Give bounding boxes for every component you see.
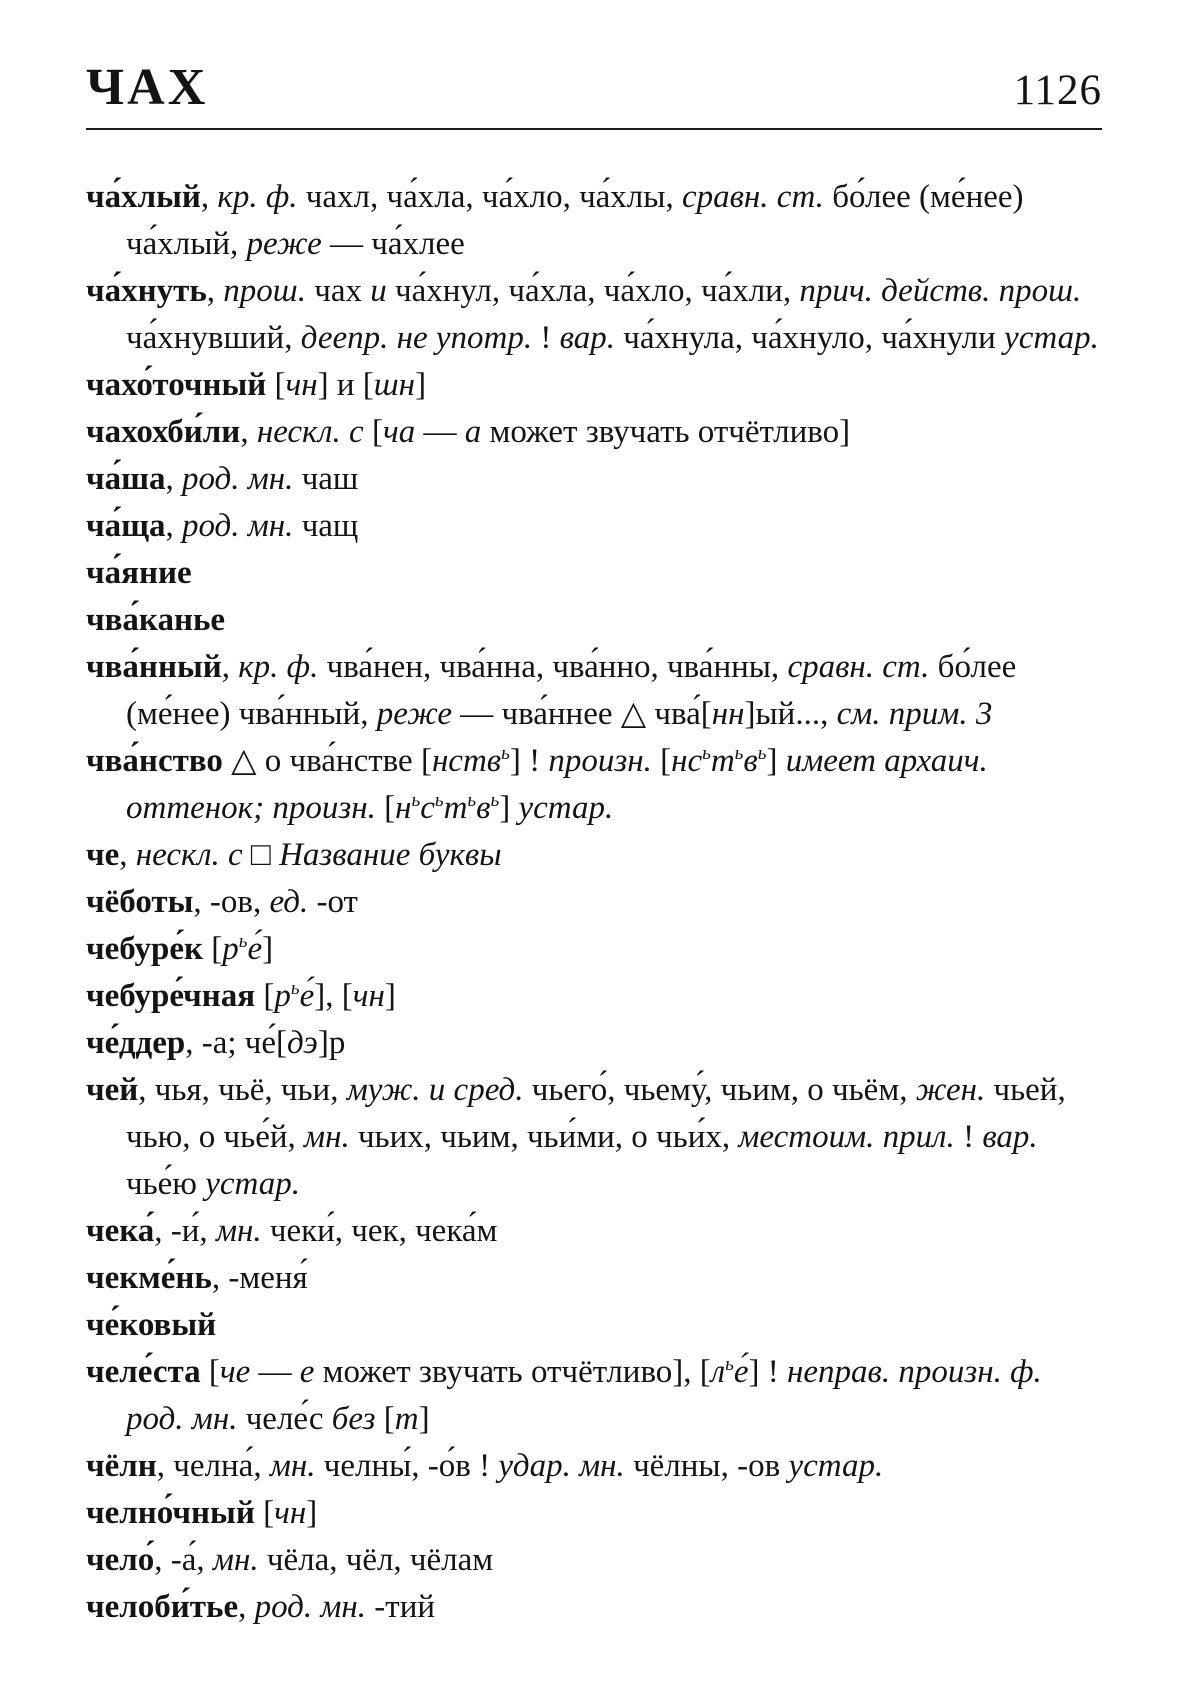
entry-text: без bbox=[331, 1401, 376, 1437]
entry-text: р bbox=[222, 931, 239, 967]
entry-text: ча́хнул, ча́хла, ча́хло, ча́хли, bbox=[386, 273, 800, 309]
entry-text: чн bbox=[274, 1495, 307, 1531]
dictionary-entry bbox=[86, 409, 1102, 456]
entry-text: , bbox=[240, 414, 257, 450]
entry-text: нескл. с bbox=[256, 414, 364, 450]
entry-text: бо́лее (ме́нее) ча́хлый, bbox=[126, 179, 1024, 262]
entry-text: т bbox=[443, 790, 468, 826]
headword: че bbox=[86, 837, 120, 873]
dictionary-entry bbox=[86, 879, 1102, 926]
dictionary-entry bbox=[86, 503, 1102, 550]
entry-text: устар. bbox=[518, 790, 614, 826]
dictionary-entry bbox=[86, 597, 1102, 644]
entry-text: ] bbox=[418, 1401, 430, 1437]
headword: ча́ша bbox=[86, 461, 166, 497]
entry-text: прич. действ. прош. bbox=[799, 273, 1082, 309]
headword: чва́нный bbox=[86, 649, 222, 685]
entry-text: челе́с bbox=[237, 1401, 332, 1437]
dictionary-entry bbox=[86, 832, 1102, 879]
entry-text: , челна́, bbox=[156, 1448, 270, 1484]
entry-text: [ bbox=[375, 790, 396, 826]
entry-text: — ча́хлее bbox=[321, 226, 465, 262]
entry-text: вар. bbox=[559, 320, 615, 356]
headword: чебуре́чная bbox=[86, 978, 256, 1014]
headword: чека́ bbox=[86, 1213, 155, 1249]
entry-text: л bbox=[710, 1354, 726, 1390]
dictionary-entry bbox=[86, 973, 1102, 1020]
entry-text: мн. bbox=[269, 1448, 316, 1484]
dictionary-entry bbox=[86, 1020, 1102, 1067]
headword: чебуре́к bbox=[86, 931, 204, 967]
entry-text: , bbox=[206, 273, 224, 309]
entry-text: жен. bbox=[915, 1072, 986, 1108]
entry-text: е́ bbox=[733, 1354, 749, 1390]
entry-text: шн bbox=[373, 367, 416, 403]
entry-text: ] bbox=[384, 978, 396, 1014]
entry-text: ] bbox=[262, 931, 274, 967]
entry-text: ! bbox=[532, 320, 560, 356]
guide-word: ЧАХ bbox=[86, 59, 209, 116]
entry-text: , -меня́ bbox=[211, 1260, 308, 1296]
entry-text: ], [ bbox=[314, 978, 353, 1014]
entry-text: □ bbox=[242, 837, 280, 873]
entry-text: см. прим. 3 bbox=[836, 696, 993, 732]
entry-text: нс bbox=[671, 743, 703, 779]
dictionary-entry bbox=[86, 456, 1102, 503]
entry-text: , -ов, bbox=[193, 884, 270, 920]
entry-text: чащ bbox=[293, 508, 359, 544]
entry-text: а bbox=[464, 414, 482, 450]
dictionary-entry bbox=[86, 174, 1102, 268]
dictionary-entry bbox=[86, 1443, 1102, 1490]
entry-text: произн. bbox=[548, 743, 652, 779]
entry-text: мн. bbox=[215, 1213, 262, 1249]
dictionary-entry bbox=[86, 644, 1102, 738]
headword: чёлн bbox=[86, 1448, 157, 1484]
page-number: 1126 bbox=[1013, 67, 1102, 114]
entry-text: [ bbox=[254, 1495, 275, 1531]
header-rule bbox=[86, 128, 1102, 130]
entry-text: деепр. не употр. bbox=[300, 320, 533, 356]
entry-text: в bbox=[476, 790, 491, 826]
entry-text: и bbox=[370, 273, 387, 309]
entry-text: ь bbox=[434, 790, 444, 811]
entry-text: мн. bbox=[304, 1119, 350, 1155]
headword: чахохби́ли bbox=[86, 414, 241, 450]
entry-text: [ bbox=[651, 743, 672, 779]
entry-text: [ bbox=[266, 367, 286, 403]
entry-text: , чья, чьё, чьи, bbox=[138, 1072, 347, 1108]
entry-text: вар. bbox=[982, 1119, 1038, 1155]
entry-text: — bbox=[415, 414, 465, 450]
entry-text: чн bbox=[285, 367, 318, 403]
dictionary-entry bbox=[86, 362, 1102, 409]
entry-text: бо́лее (ме́нее) чва́нный, bbox=[126, 649, 1017, 732]
headword: ча́хлый bbox=[86, 179, 201, 215]
dictionary-entry bbox=[86, 738, 1102, 832]
dictionary-entry bbox=[86, 1255, 1102, 1302]
entry-text: ча bbox=[382, 414, 416, 450]
entry-text: устар. bbox=[1004, 320, 1099, 356]
entry-text: е́ bbox=[247, 931, 263, 967]
entry-text: кр. ф. bbox=[217, 179, 298, 215]
entry-text: реже bbox=[376, 696, 452, 732]
entry-text: ] bbox=[415, 367, 427, 403]
entry-text: , bbox=[200, 179, 218, 215]
entry-text: нн bbox=[711, 696, 745, 732]
headword: че́ковый bbox=[86, 1307, 217, 1343]
entry-text: , bbox=[221, 649, 239, 685]
entry-text: ] bbox=[306, 1495, 318, 1531]
headword: чекме́нь bbox=[86, 1260, 212, 1296]
entry-text: т bbox=[710, 743, 735, 779]
entry-text: -тий bbox=[366, 1589, 436, 1625]
entry-text: е́ bbox=[299, 978, 315, 1014]
entry-text: род. мн. bbox=[181, 508, 294, 544]
entry-text: ] bbox=[766, 743, 786, 779]
entry-text: ча́хнувший, bbox=[126, 320, 301, 356]
entry-text: чье́ю bbox=[126, 1166, 206, 1202]
entry-text: неправ. произн. ф. род. мн. bbox=[126, 1354, 1042, 1437]
headword: ча́яние bbox=[86, 555, 192, 591]
headword: чва́канье bbox=[86, 602, 226, 638]
entry-text: может звучать отчётливо], [ bbox=[314, 1354, 711, 1390]
dictionary-entry bbox=[86, 268, 1102, 362]
entry-text: дэ bbox=[287, 1025, 318, 1061]
entry-text: Название буквы bbox=[279, 837, 502, 873]
entry-text: сравн. ст. bbox=[681, 179, 824, 215]
entry-text: ь bbox=[501, 743, 510, 764]
headword: ча́ща bbox=[86, 508, 166, 544]
entry-text: мн. bbox=[212, 1542, 259, 1578]
entry-text: , bbox=[165, 461, 182, 497]
entry-text: р bbox=[274, 978, 291, 1014]
entry-text: нств bbox=[431, 743, 502, 779]
dictionary-entry bbox=[86, 1067, 1102, 1208]
entry-text: ь bbox=[725, 1354, 734, 1375]
entry-text: сравн. ст. bbox=[787, 649, 930, 685]
entry-text: ь bbox=[702, 743, 711, 764]
entry-text: род. мн. bbox=[181, 461, 294, 497]
entry-text: , bbox=[165, 508, 182, 544]
headword: чело́ bbox=[86, 1542, 155, 1578]
entry-text: чёлны, -ов bbox=[624, 1448, 789, 1484]
dictionary-entry bbox=[86, 1208, 1102, 1255]
entry-text: , -и́, bbox=[154, 1213, 216, 1249]
headword: ча́хнуть bbox=[86, 273, 207, 309]
entry-text: чах bbox=[305, 273, 371, 309]
entry-text: устар. bbox=[205, 1166, 300, 1202]
entry-text: удар. мн. bbox=[498, 1448, 625, 1484]
dictionary-entries bbox=[86, 174, 1102, 1631]
entry-text: челны́, -о́в ! bbox=[315, 1448, 499, 1484]
entry-text: ча́хнула, ча́хнуло, ча́хнули bbox=[614, 320, 1005, 356]
entry-text: ] и [ bbox=[317, 367, 374, 403]
entry-text: , -а; че́[ bbox=[185, 1025, 288, 1061]
entry-text: -от bbox=[308, 884, 358, 920]
entry-text: ]р bbox=[317, 1025, 346, 1061]
entry-text: чёла, чёл, чёлам bbox=[258, 1542, 494, 1578]
entry-text: чн bbox=[352, 978, 385, 1014]
entry-text: — чва́ннее △ чва́[ bbox=[452, 696, 712, 732]
entry-text: кр. ф. bbox=[238, 649, 319, 685]
entry-text: — bbox=[250, 1354, 300, 1390]
entry-text: чаш bbox=[293, 461, 359, 497]
dictionary-entry bbox=[86, 550, 1102, 597]
entry-text: муж. и сред. bbox=[346, 1072, 524, 1108]
entry-text: чьих, чьим, чьи́ми, о чьи́х, bbox=[349, 1119, 739, 1155]
page-header bbox=[86, 59, 1102, 116]
entry-text: имеет архаич. оттенок; произн. bbox=[126, 743, 988, 826]
entry-text: н bbox=[395, 790, 412, 826]
entry-text: [ bbox=[255, 978, 275, 1014]
dictionary-entry bbox=[86, 926, 1102, 973]
entry-text: е bbox=[299, 1354, 315, 1390]
headword: чей bbox=[86, 1072, 139, 1108]
entry-text: нескл. с bbox=[135, 837, 243, 873]
entry-text: ь bbox=[757, 743, 767, 764]
entry-text: чахл, ча́хла, ча́хло, ча́хлы, bbox=[297, 179, 682, 215]
entry-text: ь bbox=[467, 790, 477, 811]
entry-text: [ bbox=[363, 414, 383, 450]
entry-text: ь bbox=[490, 790, 500, 811]
entry-text: [ bbox=[200, 1354, 220, 1390]
entry-text: прош. bbox=[223, 273, 306, 309]
entry-text: [ bbox=[375, 1401, 395, 1437]
dictionary-entry bbox=[86, 1302, 1102, 1349]
entry-text: ед. bbox=[269, 884, 309, 920]
entry-text: род. мн. bbox=[254, 1589, 367, 1625]
entry-text: ь bbox=[411, 790, 421, 811]
entry-text: с bbox=[420, 790, 435, 826]
headword: чахо́точный bbox=[86, 367, 267, 403]
dictionary-entry bbox=[86, 1584, 1102, 1631]
dictionary-entry bbox=[86, 1490, 1102, 1537]
entry-text: , bbox=[119, 837, 136, 873]
entry-text: ] ! bbox=[748, 1354, 788, 1390]
entry-text: , -а́, bbox=[154, 1542, 213, 1578]
entry-text: , bbox=[238, 1589, 255, 1625]
entry-text: т bbox=[394, 1401, 419, 1437]
entry-text: местоим. прил. bbox=[738, 1119, 955, 1155]
entry-text: чва́нен, чва́нна, чва́нно, чва́нны, bbox=[318, 649, 788, 685]
entry-text: чьего́, чьему́, чьим, о чьём, bbox=[523, 1072, 916, 1108]
headword: челоби́тье bbox=[86, 1589, 239, 1625]
entry-text: ] ! bbox=[509, 743, 549, 779]
headword: челно́чный bbox=[86, 1495, 255, 1531]
headword: челе́ста bbox=[86, 1354, 201, 1390]
dictionary-entry bbox=[86, 1349, 1102, 1443]
entry-text: устар. bbox=[788, 1448, 884, 1484]
entry-text: в bbox=[743, 743, 758, 779]
entry-text: че bbox=[219, 1354, 251, 1390]
dictionary-entry bbox=[86, 1537, 1102, 1584]
entry-text: △ о чва́нстве [ bbox=[222, 743, 432, 779]
entry-text: ь bbox=[290, 978, 300, 999]
headword: че́ддер bbox=[86, 1025, 186, 1061]
entry-text: чьей, чью, о чье́й, bbox=[126, 1072, 1066, 1155]
entry-text: ]ый..., bbox=[744, 696, 837, 732]
entry-text: [ bbox=[203, 931, 223, 967]
entry-text: реже bbox=[246, 226, 322, 262]
entry-text: ь bbox=[238, 931, 248, 952]
entry-text: может звучать отчётливо] bbox=[481, 414, 851, 450]
headword: чёботы bbox=[86, 884, 194, 920]
entry-text: ь bbox=[734, 743, 744, 764]
entry-text: ! bbox=[954, 1119, 983, 1155]
headword: чва́нство bbox=[86, 743, 223, 779]
entry-text: чеки́, чек, чека́м bbox=[261, 1213, 498, 1249]
entry-text: ] bbox=[499, 790, 519, 826]
